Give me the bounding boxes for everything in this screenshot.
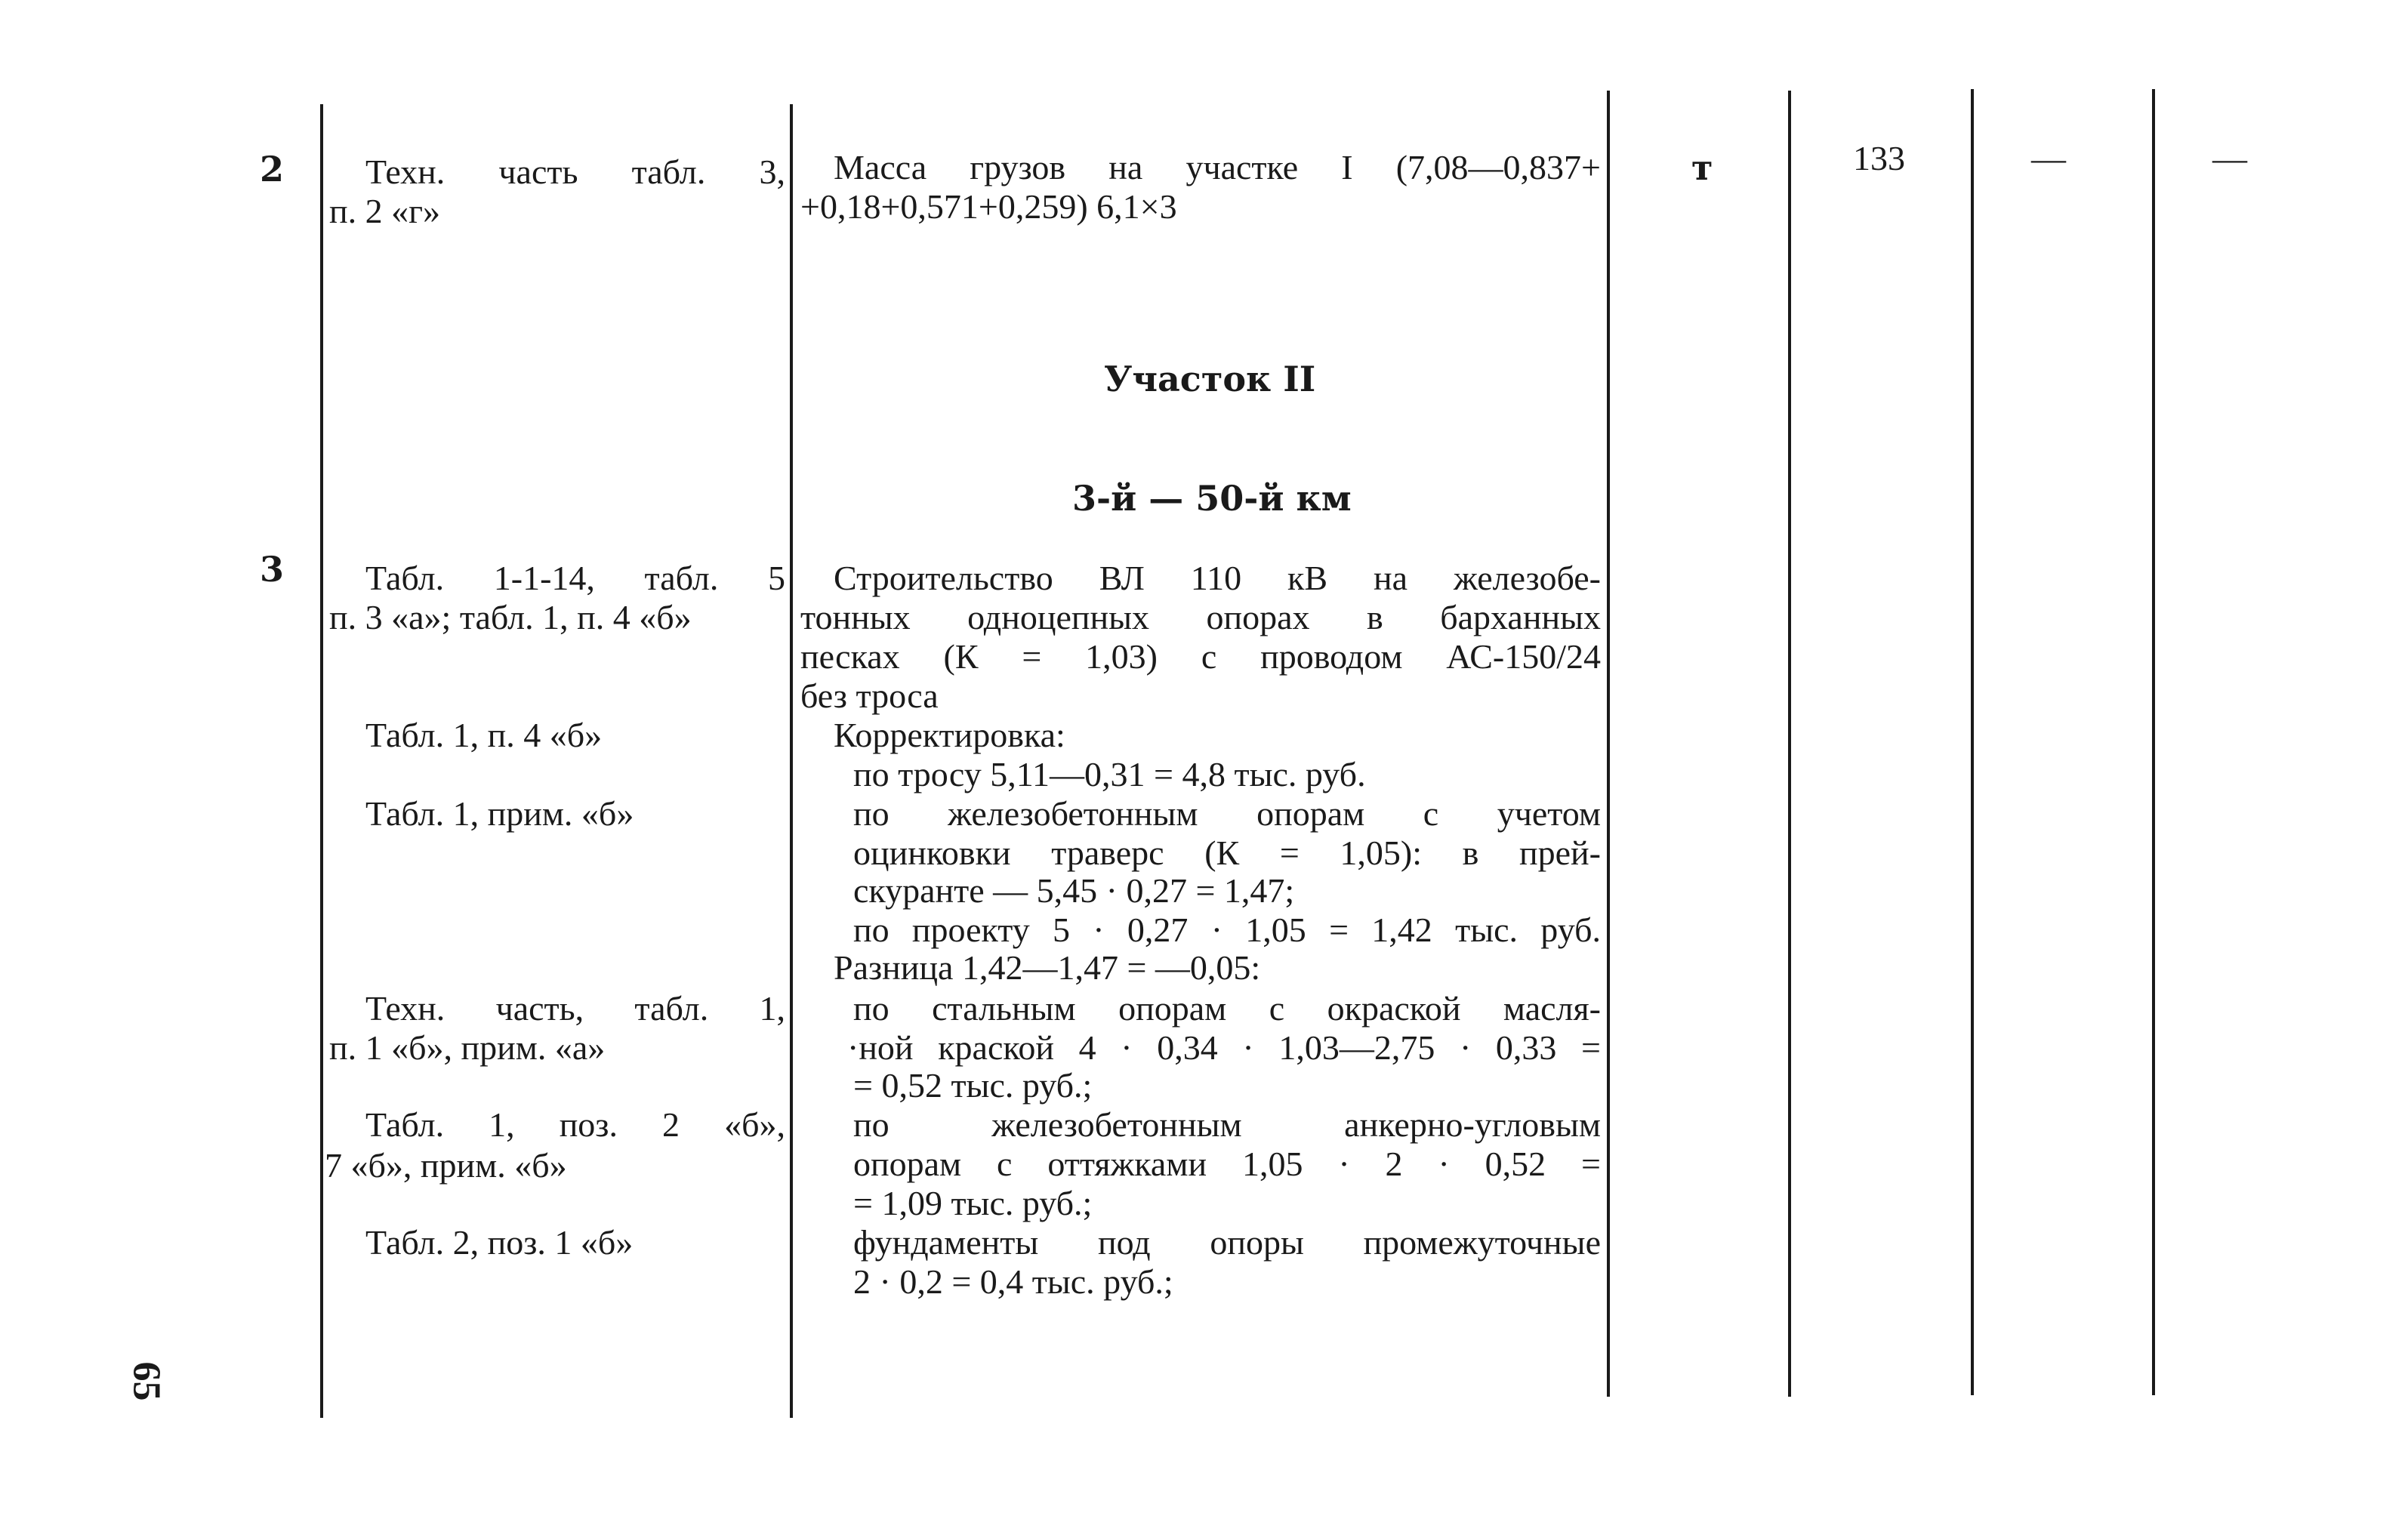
description-text: = 0,52 тыс. руб.; bbox=[853, 1066, 1093, 1105]
reference-text: Табл. 1-1-14, табл. 5 bbox=[365, 559, 785, 597]
column-rule-4 bbox=[1788, 91, 1791, 1397]
description-text: по стальным опорам с окраской масля- bbox=[853, 989, 1601, 1028]
reference-text: 7 «б», прим. «б» bbox=[325, 1146, 567, 1185]
description-text: ·ной краской 4 · 0,34 · 1,03—2,75 · 0,33 = bbox=[847, 1028, 1601, 1067]
page-number: 65 bbox=[125, 1361, 168, 1401]
description-text: тонных одноцепных опорах в барханных bbox=[800, 598, 1601, 636]
reference-text: Техн. часть, табл. 1, bbox=[365, 989, 785, 1028]
description-text: Разница 1,42—1,47 = —0,05: bbox=[834, 948, 1261, 987]
column-rule-1 bbox=[320, 104, 323, 1418]
description-text: Масса грузов на участке I (7,08—0,837+ bbox=[834, 148, 1601, 186]
description-text: по железобетонным анкерно-угловым bbox=[853, 1105, 1601, 1144]
reference-text: п. 1 «б», прим. «а» bbox=[329, 1028, 606, 1067]
row-number: 2 bbox=[260, 149, 285, 190]
description-text: опорам с оттяжками 1,05 · 2 · 0,52 = bbox=[853, 1145, 1601, 1183]
description-text: Корректировка: bbox=[834, 716, 1065, 754]
description-text: песках (К = 1,03) с проводом АС-150/24 bbox=[800, 637, 1601, 676]
row-number: 3 bbox=[260, 549, 285, 590]
reference-text: Табл. 1, п. 4 «б» bbox=[365, 716, 603, 754]
dash-cell: — bbox=[2031, 139, 2066, 177]
description-text: по проекту 5 · 0,27 · 1,05 = 1,42 тыс. руб. bbox=[853, 911, 1601, 949]
dash-cell: — bbox=[2212, 139, 2247, 177]
reference-text: п. 2 «г» bbox=[329, 192, 440, 230]
reference-text: Табл. 2, поз. 1 «б» bbox=[365, 1223, 634, 1262]
description-text: по тросу 5,11—0,31 = 4,8 тыс. руб. bbox=[853, 755, 1366, 793]
section-title: Участок II bbox=[1104, 359, 1316, 399]
description-text: +0,18+0,571+0,259) 6,1×3 bbox=[800, 187, 1177, 226]
reference-text: Техн. часть табл. 3, bbox=[365, 153, 785, 191]
reference-text: п. 3 «а»; табл. 1, п. 4 «б» bbox=[329, 598, 692, 636]
description-text: скуранте — 5,45 · 0,27 = 1,47; bbox=[853, 871, 1295, 910]
value-cell: 133 bbox=[1853, 139, 1905, 177]
unit-cell: т bbox=[1691, 147, 1713, 188]
column-rule-2 bbox=[790, 104, 793, 1418]
description-text: оцинковки траверс (К = 1,05): в прей- bbox=[853, 833, 1601, 872]
description-text: без троса bbox=[800, 676, 939, 715]
description-text: 2 · 0,2 = 0,4 тыс. руб.; bbox=[853, 1262, 1173, 1301]
description-text: Строительство ВЛ 110 кВ на железобе- bbox=[834, 559, 1601, 597]
description-text: фундаменты под опоры промежуточные bbox=[853, 1223, 1601, 1262]
description-text: по железобетонным опорам с учетом bbox=[853, 794, 1601, 833]
description-text: = 1,09 тыс. руб.; bbox=[853, 1184, 1093, 1222]
column-rule-6 bbox=[2152, 89, 2155, 1395]
column-rule-3 bbox=[1607, 91, 1610, 1397]
reference-text: Табл. 1, прим. «б» bbox=[365, 794, 634, 833]
reference-text: Табл. 1, поз. 2 «б», bbox=[365, 1105, 785, 1144]
column-rule-5 bbox=[1971, 89, 1974, 1395]
section-subtitle: 3-й — 50-й км bbox=[1072, 478, 1352, 519]
